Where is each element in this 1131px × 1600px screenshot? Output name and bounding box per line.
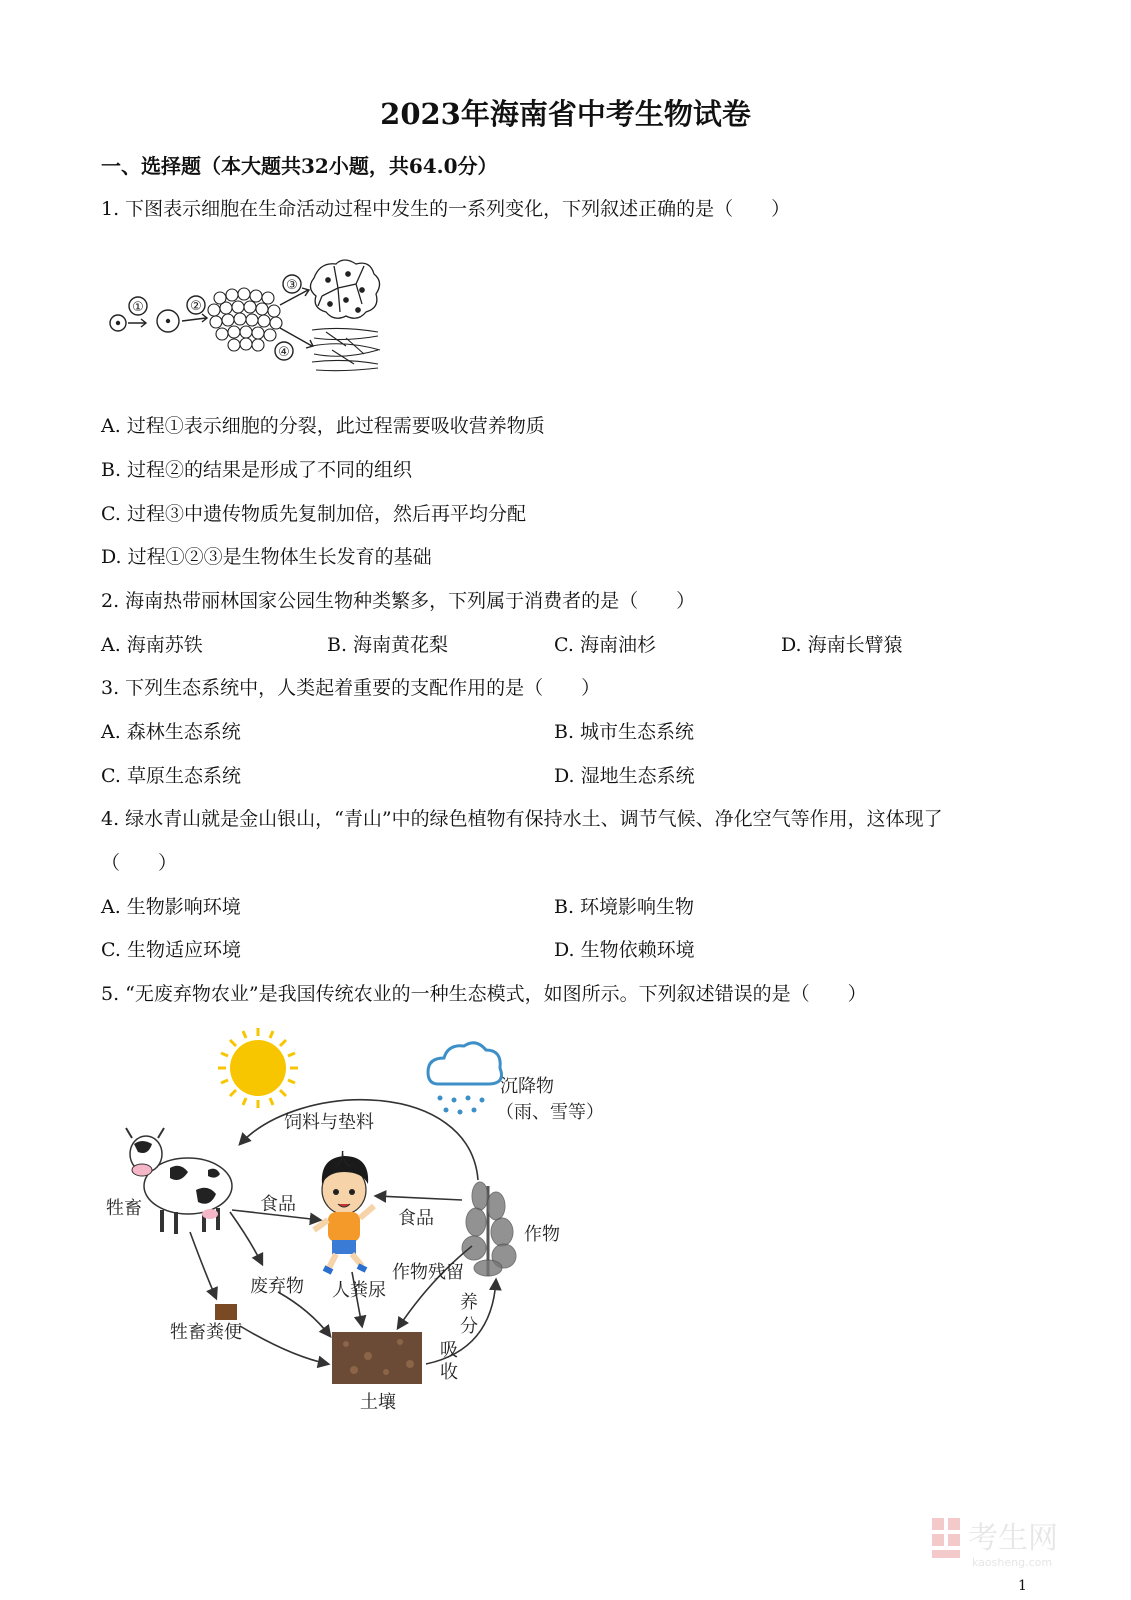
crop-residue-label: 作物残留 — [392, 1262, 464, 1283]
question-2-stem: 2. 海南热带丽林国家公园生物种类繁多，下列属于消费者的是（ ） — [101, 590, 696, 612]
question-1-stem: 1. 下图表示细胞在生命活动过程中发生的一系列变化，下列叙述正确的是（ ） — [101, 198, 791, 220]
q4-option-d: D. 生物依赖环境 — [554, 939, 695, 961]
precipitation-label: 沉降物 — [500, 1076, 554, 1097]
nutrient-label-2: 分 — [460, 1316, 478, 1337]
q2-option-b: B. 海南黄花梨 — [327, 634, 449, 656]
crop-plant-icon — [462, 1182, 516, 1276]
q4-option-b: B. 环境影响生物 — [554, 896, 695, 918]
question-5-stem: 5. “无废弃物农业”是我国传统农业的一种生态模式，如图所示。下列叙述错误的是（ ） — [101, 983, 867, 1005]
cell-division-figure — [100, 250, 400, 380]
boy-icon — [314, 1156, 374, 1272]
q1-option-b: B. 过程②的结果是形成了不同的组织 — [101, 459, 413, 481]
watermark — [928, 1512, 1108, 1572]
watermark-logo-icon — [928, 1512, 1108, 1572]
manure-label: 牲畜粪便 — [170, 1322, 242, 1343]
soil-icon — [332, 1332, 422, 1384]
q3-option-a: A. 森林生态系统 — [101, 721, 241, 743]
human-excreta-label: 人粪尿 — [332, 1280, 386, 1301]
q1-option-d: D. 过程①②③是生物体生长发育的基础 — [101, 546, 432, 568]
tissue-cells — [310, 260, 379, 318]
manure-icon — [215, 1304, 237, 1320]
waste-label: 废弃物 — [250, 1276, 304, 1297]
section-heading: 一、选择题（本大题共32小题，共64.0分） — [101, 154, 498, 178]
step-3-label: ③ — [286, 278, 298, 293]
page-title: 2023年海南省中考生物试卷 — [380, 97, 751, 131]
question-4-stem-continued: （ ） — [101, 852, 178, 874]
nutrient-label-3: 吸 — [440, 1340, 458, 1361]
watermark-sub: kaosheng.com — [972, 1556, 1053, 1569]
feed-label: 饲料与垫料 — [284, 1112, 374, 1133]
nutrient-label-4: 收 — [440, 1362, 458, 1383]
q2-option-d: D. 海南长臂猿 — [781, 634, 903, 656]
precipitation-detail-label: （雨、雪等） — [496, 1102, 604, 1123]
q3-option-d: D. 湿地生态系统 — [554, 765, 695, 787]
q3-option-b: B. 城市生态系统 — [554, 721, 695, 743]
cell-cluster — [208, 288, 282, 351]
question-4-stem: 4. 绿水青山就是金山银山，“青山”中的绿色植物有保持水土、调节气候、净化空气等作用，这体现了 — [101, 808, 943, 830]
soil-label: 土壤 — [360, 1392, 396, 1413]
sun-icon — [218, 1028, 298, 1108]
nutrient-label-1: 养 — [460, 1292, 478, 1313]
muscle-fibers — [312, 328, 380, 370]
rain-cloud-icon — [428, 1043, 502, 1115]
step-4-label: ④ — [278, 345, 290, 360]
watermark-main: 考生网 — [968, 1521, 1058, 1556]
q2-option-c: C. 海南油杉 — [554, 634, 656, 656]
food-label-right: 食品 — [398, 1208, 434, 1229]
food-label-left: 食品 — [260, 1194, 296, 1215]
q4-option-c: C. 生物适应环境 — [101, 939, 241, 961]
question-3-stem: 3. 下列生态系统中，人类起着重要的支配作用的是（ ） — [101, 677, 601, 699]
page-number: 1 — [1018, 1578, 1027, 1594]
q2-option-a: A. 海南苏铁 — [101, 634, 203, 656]
q3-option-c: C. 草原生态系统 — [101, 765, 241, 787]
ecological-agriculture-figure — [100, 1020, 620, 1420]
q4-option-a: A. 生物影响环境 — [101, 896, 241, 918]
step-1-label: ① — [132, 300, 144, 315]
livestock-label: 牲畜 — [106, 1198, 142, 1219]
step-2-label: ② — [190, 299, 202, 314]
crop-label: 作物 — [524, 1224, 560, 1245]
human-label: 人 — [334, 1150, 352, 1171]
q1-option-a: A. 过程①表示细胞的分裂，此过程需要吸收营养物质 — [101, 415, 545, 437]
q1-option-c: C. 过程③中遗传物质先复制加倍，然后再平均分配 — [101, 503, 526, 525]
